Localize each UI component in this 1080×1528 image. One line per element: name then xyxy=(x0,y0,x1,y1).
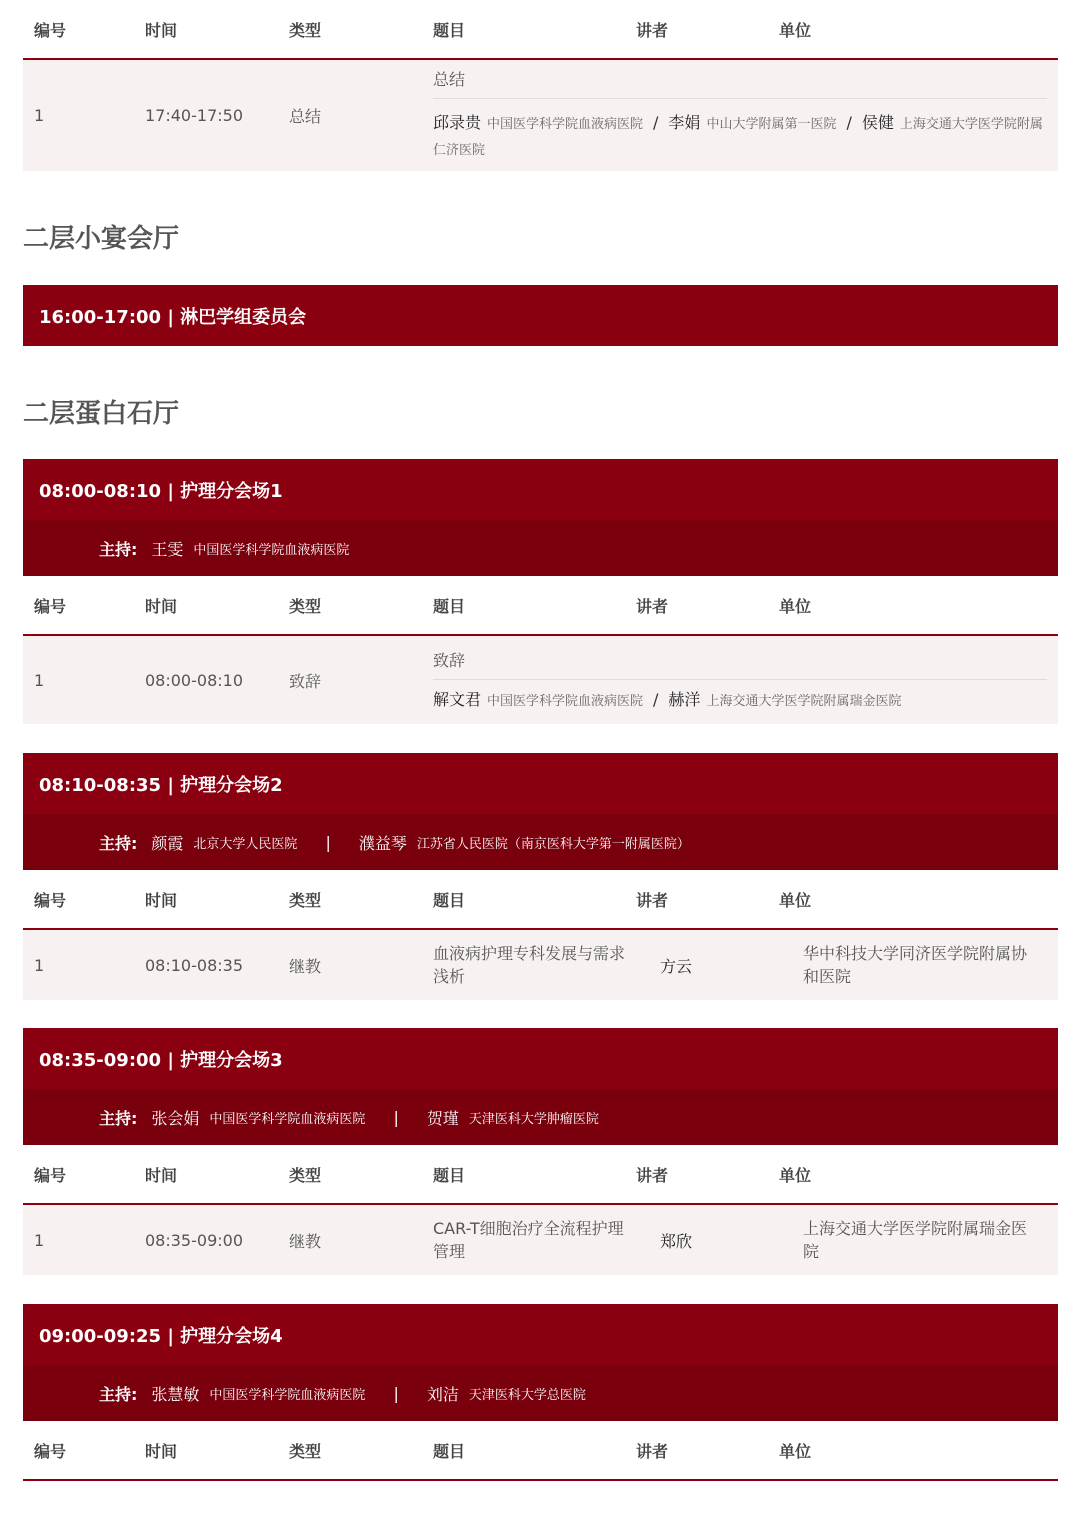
host-name: 张慧敏 xyxy=(151,1384,200,1404)
session-banner: 16:00-17:00 | 淋巴学组委员会 xyxy=(23,285,1058,346)
host-name: 颜霞 xyxy=(151,833,184,853)
host-label: 主持: xyxy=(99,1384,138,1404)
header-speaker: 讲者 xyxy=(636,1441,669,1461)
header-type: 类型 xyxy=(289,596,322,616)
header-topic: 题目 xyxy=(433,596,466,616)
row-time: 08:00-08:10 xyxy=(145,670,243,690)
host-label: 主持: xyxy=(99,833,138,853)
speaker-separator: / xyxy=(846,112,852,132)
speaker-org: 中国医学科学院血液病医院 xyxy=(487,116,644,132)
top-table xyxy=(23,0,1058,171)
speaker-separator: / xyxy=(653,690,659,709)
speaker-list xyxy=(433,99,1058,177)
speaker-org: 中国医学科学院血液病医院 xyxy=(487,694,644,709)
row-topic: 致辞 xyxy=(433,648,1047,680)
speaker-org: 上海交通大学医学院附属瑞金医院 xyxy=(706,694,902,709)
session-banner: 08:35-09:00 | 护理分会场3 xyxy=(23,1028,1058,1089)
row-subject xyxy=(433,55,1058,177)
header-time: 时间 xyxy=(145,20,178,40)
header-speaker: 讲者 xyxy=(636,596,669,616)
row-type xyxy=(289,60,433,171)
table-header xyxy=(23,1145,1058,1205)
row-type-text: 继教 xyxy=(289,956,322,976)
header-org: 单位 xyxy=(779,596,812,616)
header-time: 时间 xyxy=(145,596,178,616)
hall-title: 二层小宴会厅 xyxy=(23,224,180,254)
header-no: 编号 xyxy=(34,890,67,910)
session-banner: 08:10-08:35 | 护理分会场2 xyxy=(23,753,1058,814)
row-org: 华中科技大学同济医学院附属协和医院 xyxy=(803,944,1028,986)
session-block xyxy=(23,459,1058,724)
header-type: 类型 xyxy=(289,20,322,40)
row-type xyxy=(289,636,433,724)
header-no: 编号 xyxy=(34,596,67,616)
row-time: 08:35-09:00 xyxy=(145,1230,243,1250)
host-org: 中国医学科学院血液病医院 xyxy=(209,1111,366,1127)
session-banner: 08:00-08:10 | 护理分会场1 xyxy=(23,459,1058,520)
host-org: 北京大学人民医院 xyxy=(193,836,298,852)
table-row xyxy=(23,636,1058,724)
host-bar xyxy=(23,814,1058,870)
table-header xyxy=(23,870,1058,930)
row-topic: 总结 xyxy=(433,67,1047,99)
speaker-separator: / xyxy=(653,112,659,132)
row-no: 1 xyxy=(34,955,45,975)
row-no: 1 xyxy=(34,1230,45,1250)
row-type xyxy=(289,1205,433,1275)
row-type-text: 总结 xyxy=(289,107,322,126)
host-name: 贺瑾 xyxy=(426,1108,459,1128)
header-topic: 题目 xyxy=(433,20,466,40)
header-org: 单位 xyxy=(779,1441,812,1461)
row-time: 17:40-17:50 xyxy=(145,106,243,125)
header-org: 单位 xyxy=(779,890,812,910)
host-org: 天津医科大学总医院 xyxy=(468,1387,586,1403)
table-header xyxy=(23,576,1058,636)
table-header xyxy=(23,0,1058,60)
row-subject xyxy=(433,636,1058,724)
speaker-name: 解文君 xyxy=(433,690,482,709)
row-type-text: 致辞 xyxy=(289,671,322,691)
host-label: 主持: xyxy=(99,539,138,559)
hall-title: 二层蛋白石厅 xyxy=(23,399,180,429)
header-type: 类型 xyxy=(289,890,322,910)
header-org: 单位 xyxy=(779,20,812,40)
host-separator: | xyxy=(393,1107,399,1127)
row-speaker: 方云 xyxy=(660,956,693,976)
header-speaker: 讲者 xyxy=(636,20,669,40)
host-bar xyxy=(23,520,1058,576)
row-topic: 血液病护理专科发展与需求浅析 xyxy=(433,944,626,986)
session-block xyxy=(23,753,1058,1000)
session-block xyxy=(23,1304,1058,1481)
speaker-list xyxy=(433,680,1058,724)
table-row xyxy=(23,930,1058,1000)
host-name: 张会娟 xyxy=(151,1108,200,1128)
header-no: 编号 xyxy=(34,20,67,40)
speaker-org: 中山大学附属第一医院 xyxy=(706,116,837,132)
row-topic: CAR-T细胞治疗全流程护理管理 xyxy=(433,1219,624,1261)
row-no: 1 xyxy=(34,670,45,690)
header-topic: 题目 xyxy=(433,1441,466,1461)
table-row xyxy=(23,1205,1058,1275)
header-topic: 题目 xyxy=(433,1165,466,1185)
table-row xyxy=(23,60,1058,171)
table-header xyxy=(23,1421,1058,1481)
header-no: 编号 xyxy=(34,1165,67,1185)
speaker-name: 李娟 xyxy=(668,112,701,132)
header-type: 类型 xyxy=(289,1441,322,1461)
header-type: 类型 xyxy=(289,1165,322,1185)
host-name: 王雯 xyxy=(151,539,184,559)
host-org: 天津医科大学肿瘤医院 xyxy=(468,1111,599,1127)
host-name: 刘洁 xyxy=(426,1384,459,1404)
speaker-name: 侯健 xyxy=(861,112,894,132)
host-separator: | xyxy=(393,1383,399,1403)
host-bar xyxy=(23,1365,1058,1421)
header-speaker: 讲者 xyxy=(636,1165,669,1185)
session-block xyxy=(23,1028,1058,1275)
header-topic: 题目 xyxy=(433,890,466,910)
host-bar xyxy=(23,1089,1058,1145)
row-type xyxy=(289,930,433,1000)
session-banner: 09:00-09:25 | 护理分会场4 xyxy=(23,1304,1058,1365)
header-speaker: 讲者 xyxy=(636,890,669,910)
host-org: 中国医学科学院血液病医院 xyxy=(209,1387,366,1403)
host-name: 濮益琴 xyxy=(358,833,407,853)
session-block xyxy=(23,285,1058,346)
row-no: 1 xyxy=(34,106,45,125)
row-org: 上海交通大学医学院附属瑞金医院 xyxy=(803,1219,1028,1261)
speaker-org: 上海交通大学医学院附属仁济医院 xyxy=(433,116,1043,158)
header-time: 时间 xyxy=(145,890,178,910)
header-time: 时间 xyxy=(145,1165,178,1185)
header-time: 时间 xyxy=(145,1441,178,1461)
row-speaker: 郑欣 xyxy=(660,1231,693,1251)
host-separator: | xyxy=(325,832,331,852)
host-org: 江苏省人民医院（南京医科大学第一附属医院） xyxy=(416,836,690,852)
host-org: 中国医学科学院血液病医院 xyxy=(193,542,350,558)
row-time: 08:10-08:35 xyxy=(145,955,243,975)
header-org: 单位 xyxy=(779,1165,812,1185)
speaker-name: 赫洋 xyxy=(668,690,701,709)
speaker-name: 邱录贵 xyxy=(433,112,482,132)
host-label: 主持: xyxy=(99,1108,138,1128)
row-type-text: 继教 xyxy=(289,1231,322,1251)
header-no: 编号 xyxy=(34,1441,67,1461)
